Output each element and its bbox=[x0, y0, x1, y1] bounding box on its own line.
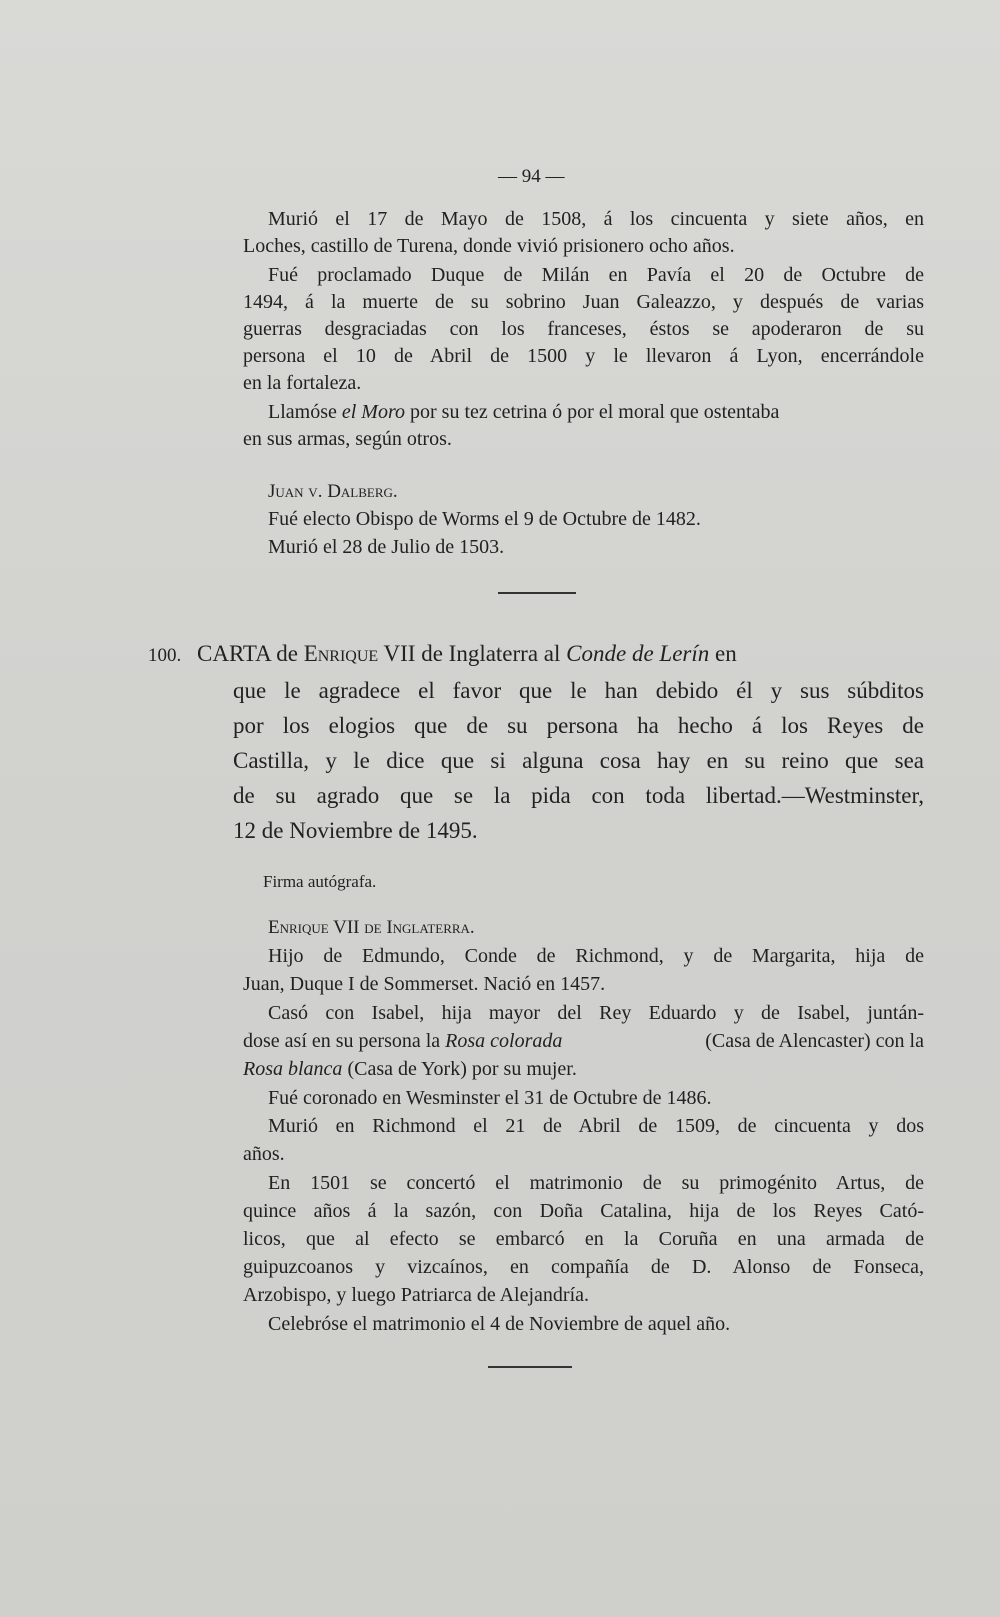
text-span: VII de Inglaterra al bbox=[378, 641, 567, 666]
italic-name: Conde de Lerín bbox=[566, 641, 710, 666]
entry-number: 100. bbox=[148, 645, 182, 666]
section-divider bbox=[498, 592, 576, 594]
text-span: dose así en su persona la Rosa colorada bbox=[243, 1030, 563, 1052]
text-line: Castilla, y le dice que si alguna cosa hay en su reino que sea bbox=[233, 748, 924, 773]
text-line: quince años á la sazón, con Doña Catalina, hija de los Reyes Cató- bbox=[243, 1200, 924, 1222]
text-line: Arzobispo, y luego Patriarca de Alejandría. bbox=[243, 1284, 589, 1306]
text-line: Hijo de Edmundo, Conde de Richmond, y de Margarita, hija de bbox=[268, 945, 924, 967]
text-line bbox=[268, 400, 779, 424]
text-line bbox=[243, 1029, 924, 1053]
entry-heading bbox=[148, 640, 737, 670]
text-span: (Casa de Alencaster) con la bbox=[705, 1030, 924, 1052]
text-line: en sus armas, según otros. bbox=[243, 428, 452, 450]
text-line: licos, que al efecto se embarcó en la Coruña en una armada de bbox=[243, 1228, 924, 1250]
text-line bbox=[243, 1057, 577, 1081]
text-line: años. bbox=[243, 1143, 285, 1165]
text-line: Celebróse el matrimonio el 4 de Noviembre de aquel año. bbox=[268, 1313, 731, 1335]
text-span: Llamóse bbox=[268, 401, 342, 423]
text-line: 1494, á la muerte de su sobrino Juan Galeazzo, y después de varias bbox=[243, 291, 924, 313]
person-heading: Juan v. Dalberg. bbox=[268, 481, 398, 502]
text-line: Fué coronado en Wesminster el 31 de Octubre de 1486. bbox=[268, 1087, 712, 1109]
text-line: Loches, castillo de Turena, donde vivió prisionero ocho años. bbox=[243, 235, 735, 257]
text-line: Fué electo Obispo de Worms el 9 de Octubre de 1482. bbox=[268, 508, 701, 530]
text-line: guipuzcoanos y vizcaínos, en compañía de D. Alonso de Fonseca, bbox=[243, 1256, 924, 1278]
text-span: Enrique bbox=[303, 641, 379, 666]
text-line: Casó con Isabel, hija mayor del Rey Eduardo y de Isabel, juntán- bbox=[268, 1002, 924, 1024]
text-line: 12 de Noviembre de 1495. bbox=[233, 818, 478, 843]
text-line: Murió en Richmond el 21 de Abril de 1509, de cincuenta y dos bbox=[268, 1115, 924, 1137]
italic-name: Rosa blanca bbox=[243, 1058, 343, 1080]
text-span: de bbox=[270, 641, 304, 666]
text-span: en bbox=[709, 641, 737, 666]
text-line: en la fortaleza. bbox=[243, 372, 362, 394]
signature-note: Firma autógrafa. bbox=[263, 872, 377, 891]
text-line: guerras desgraciadas con los franceses, éstos se apoderaron de su bbox=[243, 318, 924, 340]
text-line: que le agradece el favor que le han debido él y sus súbditos bbox=[233, 678, 924, 703]
text-line: Juan, Duque I de Sommerset. Nació en 1457. bbox=[243, 973, 606, 995]
text-line: de su agrado que se la pida con toda libertad.—Westminster, bbox=[233, 783, 924, 808]
text-line: En 1501 se concertó el matrimonio de su primogénito Artus, de bbox=[268, 1172, 924, 1194]
text-line: Murió el 17 de Mayo de 1508, á los cincuenta y siete años, en bbox=[268, 208, 924, 230]
text-line: Murió el 28 de Julio de 1503. bbox=[268, 536, 505, 558]
section-divider bbox=[488, 1366, 572, 1368]
text-span: (Casa de York) por su mujer. bbox=[342, 1058, 577, 1080]
text-span: por su tez cetrina ó por el moral que ostentaba bbox=[405, 401, 780, 423]
page-number: — 94 — bbox=[498, 166, 565, 187]
italic-name: el Moro bbox=[341, 401, 406, 423]
italic-name: Rosa colorada bbox=[445, 1030, 563, 1052]
entry-title: CARTA bbox=[197, 641, 271, 666]
person-heading: Enrique VII de Inglaterra. bbox=[268, 917, 475, 938]
text-line: Fué proclamado Duque de Milán en Pavía el 20 de Octubre de bbox=[268, 264, 924, 286]
text-line: persona el 10 de Abril de 1500 y le llevaron á Lyon, encerrándole bbox=[243, 345, 924, 367]
text-line: por los elogios que de su persona ha hecho á los Reyes de bbox=[233, 713, 924, 738]
